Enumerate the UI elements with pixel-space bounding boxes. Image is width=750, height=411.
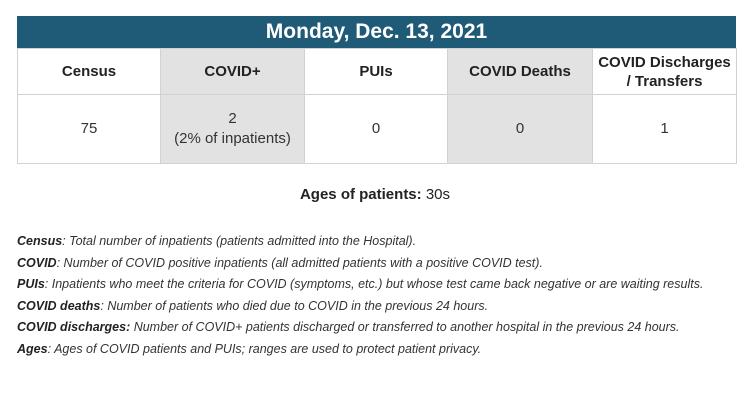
definition-covid — [17, 253, 736, 275]
report-date-title: Monday, Dec. 13, 2021 — [17, 16, 736, 48]
cell-census: 75 — [18, 95, 161, 164]
header-census: Census — [18, 49, 161, 95]
header-covid-positive: COVID+ — [161, 49, 305, 95]
definition-text: Number of patients who died due to COVID in the previous 24 hours. — [103, 298, 489, 313]
definition-covid-discharges — [17, 317, 736, 339]
definition-sep: : — [44, 277, 49, 291]
definition-term: PUIs — [17, 277, 45, 291]
header-puis: PUIs — [305, 49, 448, 95]
definition-text: Total number of inpatients (patients admitted into the Hospital). — [65, 234, 417, 248]
cell-puis: 0 — [305, 95, 448, 164]
table-row — [18, 95, 737, 164]
header-covid-deaths: COVID Deaths — [448, 49, 593, 95]
definition-sep: : — [47, 341, 52, 356]
covid-count: 2 — [228, 110, 237, 127]
definition-term: COVID deaths — [17, 298, 101, 313]
definition-sep: : — [100, 298, 104, 313]
cell-covid-positive — [161, 95, 305, 164]
definition-covid-deaths — [17, 296, 736, 318]
definition-term: Ages — [17, 341, 48, 356]
definition-sep: : — [62, 234, 66, 248]
definitions-list — [17, 231, 736, 360]
stats-table — [17, 48, 737, 164]
ages-value: 30s — [425, 186, 451, 203]
definition-term: COVID — [17, 255, 57, 270]
definition-text: Ages of COVID patients and PUIs; ranges are used to protect patient privacy. — [51, 341, 482, 356]
definition-ages — [17, 339, 736, 361]
cell-covid-deaths: 0 — [448, 95, 593, 164]
definition-census — [17, 231, 736, 253]
covid-percent: (2% of inpatients) — [174, 130, 291, 147]
definition-term: Census — [17, 234, 63, 248]
definition-term: COVID discharges: — [17, 320, 131, 334]
definition-text: Number of COVID positive inpatients (all admitted patients with a positive COVID test). — [60, 255, 543, 270]
definition-puis — [17, 274, 736, 296]
definition-text: Inpatients who meet the criteria for COVID (symptoms, etc.) but whose test came back negative or are waiting results. — [48, 277, 704, 291]
cell-covid-discharges: 1 — [593, 95, 737, 164]
definition-text: Number of COVID+ patients discharged or transferred to another hospital in the previous 24 hours. — [130, 320, 680, 334]
ages-line — [0, 186, 750, 203]
ages-label: Ages of patients: — [299, 186, 422, 203]
definition-sep: : — [56, 255, 61, 270]
table-header-row — [18, 49, 737, 95]
header-covid-discharges: COVID Discharges / Transfers — [593, 49, 737, 95]
